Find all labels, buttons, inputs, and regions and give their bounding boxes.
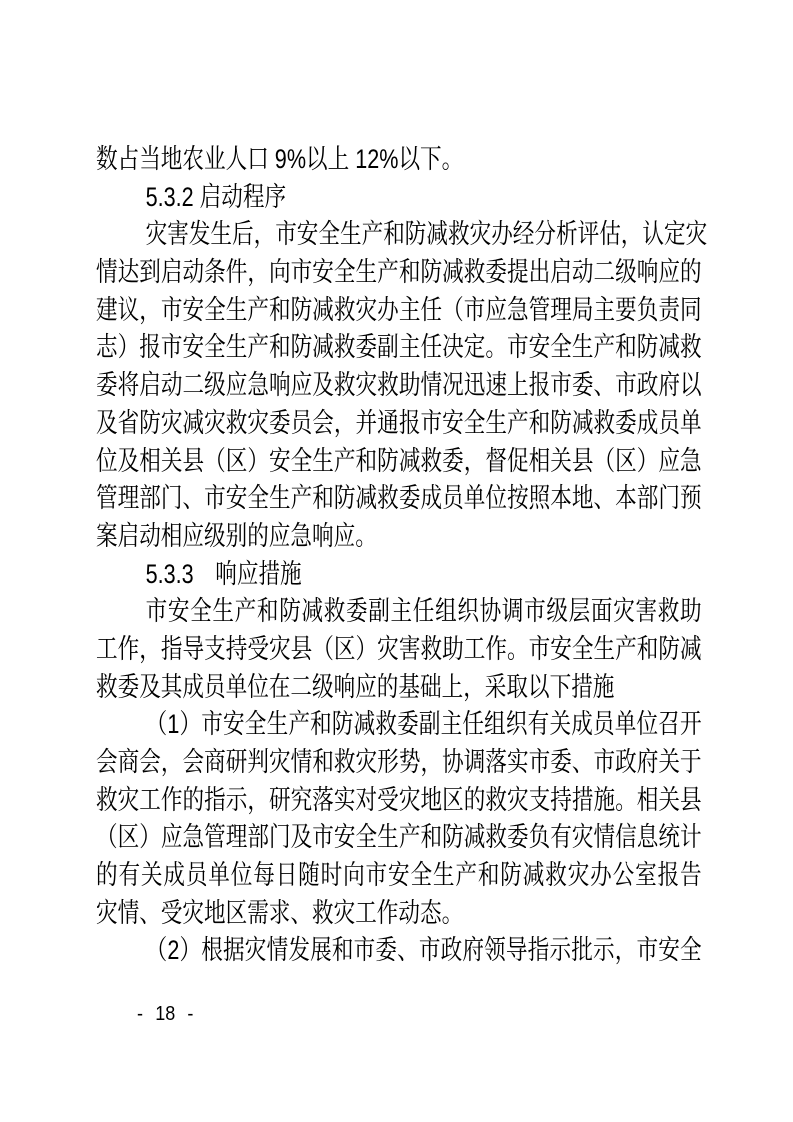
text-line: （区）应急管理部门及市安全生产和防减救委负有灾情信息统计: [96, 822, 702, 853]
text-line: 市安全生产和防减救委副主任组织协调市级层面灾害救助: [145, 596, 702, 627]
text-line: 的有关成员单位每日随时向市安全生产和防减救灾办公室报告: [96, 860, 702, 891]
text-line: （2）根据灾情发展和市委、市政府领导指示批示，市安全: [145, 935, 702, 966]
document-body: [96, 141, 793, 970]
text-line: 情达到启动条件，向市安全生产和防减救委提出启动二级响应的: [96, 257, 702, 288]
text-line: 救委及其成员单位在二级响应的基础上，采取以下措施: [96, 671, 615, 702]
text-line: 工作，指导支持受灾县（区）灾害救助工作。市安全生产和防减: [96, 633, 702, 664]
text-line: 建议，市安全生产和防减救灾办主任（市应急管理局主要负责同: [96, 294, 702, 325]
section-heading: 5.3.3 响应措施: [145, 558, 302, 589]
text-line: （1）市安全生产和防减救委副主任组织有关成员单位召开: [145, 709, 702, 740]
text-line: 数占当地农业人口 9%以上 12%以下。: [96, 144, 464, 174]
text-line: 会商会，会商研判灾情和救灾形势，协调落实市委、市政府关于: [96, 747, 702, 777]
text-line: 及省防灾减灾救灾委员会，并通报市安全生产和防减救委成员单: [96, 407, 702, 438]
text-line: 志）报市安全生产和防减救委副主任决定。市安全生产和防减救: [96, 332, 702, 363]
text-line: 案启动相应级别的应急响应。: [96, 520, 377, 551]
text-line: 管理部门、市安全生产和防减救委成员单位按照本地、本部门预: [96, 483, 702, 514]
text-line: 灾情、受灾地区需求、救灾工作动态。: [96, 897, 464, 928]
text-line: 委将启动二级应急响应及救灾救助情况迅速上报市委、市政府以: [96, 370, 702, 401]
text-line: 救灾工作的指示，研究落实对受灾地区的救灾支持措施。相关县: [96, 784, 702, 815]
text-line: 灾害发生后，市安全生产和防减救灾办经分析评估，认定灾: [145, 219, 708, 250]
page-number: - 18 -: [137, 1003, 194, 1025]
text-line: 位及相关县（区）安全生产和防减救委，督促相关县（区）应急: [96, 445, 702, 476]
section-heading: 5.3.2 启动程序: [145, 181, 287, 212]
